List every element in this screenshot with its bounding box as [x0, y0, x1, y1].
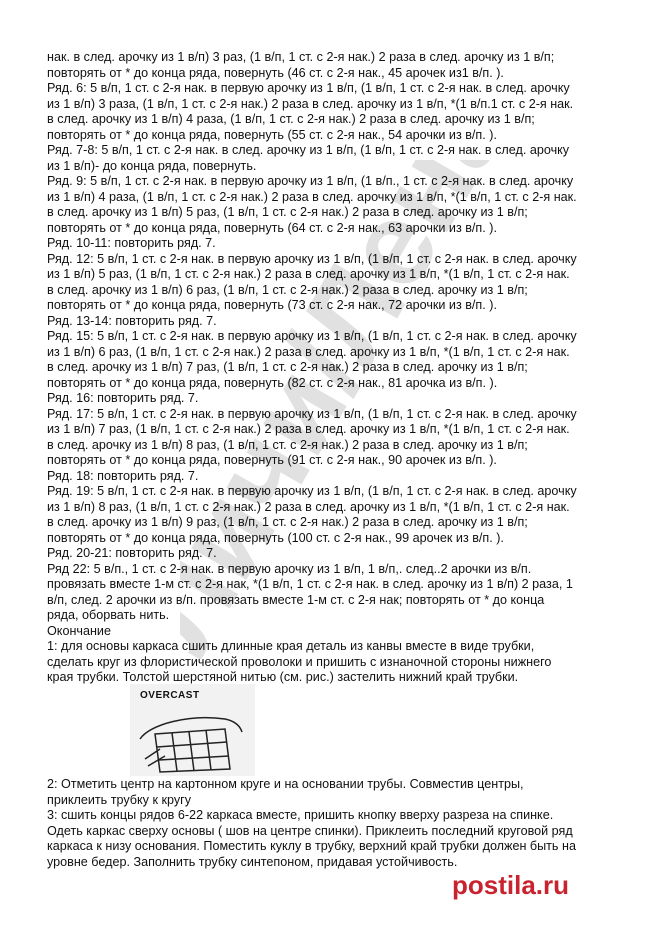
text-line: повторять от * до конца ряда, повернуть (46 ст. с 2-я нак., 45 арочек из1 в/п. ).: [47, 65, 504, 80]
text-line: провязать вместе 1-м ст. с 2-я нак, *(1 в/п, 1 ст. с 2-я нак. в след. арочку из 1 в/п) 2 раза, 1: [47, 577, 573, 591]
text-line: в след. арочку из 1 в/п) 9 раз, (1 в/п, 1 ст. с 2-я нак.) 2 раза в след. арочку из 1 в/п;: [47, 515, 528, 529]
instructions-text: [47, 50, 637, 686]
instructions-text-bottom: [47, 777, 637, 870]
text-line: повторять от * до конца ряда, повернуть (100 ст. с 2-я нак., 99 арочек из в/п. ).: [47, 530, 504, 545]
text-line: из 1 в/п) 4 раза, (1 в/п, 1 ст. с 2-я нак.) 2 раза в след. арочку из 1 в/п, *(1 в/п, 1 ст. с 2-я нак.: [47, 189, 577, 204]
text-line: сделать круг из флористической проволоки и пришить с изнаночной стороны нижнего: [47, 654, 552, 669]
text-line: повторять от * до конца ряда, повернуть (73 ст. с 2-я нак., 72 арочки из в/п. ).: [47, 298, 497, 312]
brand-logo-text: postila.ru: [452, 870, 570, 900]
text-line: 2: Отметить центр на картонном круге и на основании трубы. Совместив центры,: [47, 777, 524, 791]
text-line: приклеить трубку к кругу: [47, 792, 192, 807]
text-line: в след. арочку из 1 в/п) 7 раз, (1 в/п, 1 ст. с 2-я нак.) 2 раза в след. арочку из 1 в/п;: [47, 360, 528, 374]
text-line: из 1 в/п) 3 раза, (1 в/п, 1 ст. с 2-я нак.) 2 раза в след. арочку из 1 в/п, *(1 в/п.1 ст. с 2-я нак.: [47, 96, 574, 111]
text-line: Ряд. 12: 5 в/п, 1 ст. с 2-я нак. в первую арочку из 1 в/п, (1 в/п, 1 ст. с 2-я нак. в след. арочку: [47, 251, 577, 266]
text-line: 1: для основы каркаса сшить длинные края деталь из канвы вместе в виде трубки,: [47, 639, 535, 653]
text-line: из 1 в/п) 7 раз, (1 в/п, 1 ст. с 2-я нак.) 2 раза в след. арочку из 1 в/п, *(1 в/п, 1 ст. с 2-я нак.: [47, 422, 570, 436]
text-line: Ряд. 6: 5 в/п, 1 ст. с 2-я нак. в первую арочку из 1 в/п, (1 в/п, 1 ст. с 2-я нак. в след. арочку: [47, 81, 570, 95]
text-line: Ряд. 19: 5 в/п, 1 ст. с 2-я нак. в первую арочку из 1 в/п, (1 в/п, 1 ст. с 2-я нак. в след. арочку: [47, 484, 577, 498]
text-line: ряда, оборвать нить.: [47, 608, 170, 622]
text-line: Ряд. 10-11: повторить ряд. 7.: [47, 236, 216, 250]
text-line: Ряд 22: 5 в/п., 1 ст. с 2-я нак. в первую арочку из 1 в/п, 1 в/п,. след..2 арочки из в/п.: [47, 561, 532, 576]
overcast-figure: [130, 684, 255, 776]
figure-label: OVERCAST: [140, 690, 200, 701]
text-line: Ряд. 9: 5 в/п, 1 ст. с 2-я нак. в первую арочку из 1 в/п, (1 в/п., 1 ст. с 2-я нак. в след. арочку: [47, 174, 574, 188]
text-line: Ряд. 7-8: 5 в/п, 1 ст. с 2-я нак. в след. арочку из 1 в/п, (1 в/п, 1 ст. с 2-я нак. в след. арочку: [47, 143, 570, 157]
text-line: в след. арочку из 1 в/п) 8 раз, (1 в/п, 1 ст. с 2-я нак.) 2 раза в след. арочку из 1 в/п;: [47, 437, 528, 452]
text-line: из 1 в/п)- до конца ряда, повернуть.: [47, 158, 257, 173]
text-line: из 1 в/п) 5 раз, (1 в/п, 1 ст. с 2-я нак.) 2 раза в след. арочку из 1 в/п, *(1 в/п, 1 ст. с 2-я нак.: [47, 267, 570, 281]
text-line: края трубки. Толстой шерстяной нитью (см. рис.) застелить нижний край трубки.: [47, 670, 519, 684]
text-line: Ряд. 17: 5 в/п, 1 ст. с 2-я нак. в первую арочку из 1 в/п, (1 в/п, 1 ст. с 2-я нак. в след. арочку: [47, 406, 577, 421]
text-line: повторять от * до конца ряда, повернуть (64 ст. с 2-я нак., 63 арочки из в/п. ).: [47, 220, 497, 235]
text-line: Ряд. 16: повторить ряд. 7.: [47, 391, 199, 405]
text-line: Ряд. 13-14: повторить ряд. 7.: [47, 313, 217, 328]
watermark-text: Личи/Лена: [180, 160, 535, 674]
text-line: из 1 в/п) 8 раз, (1 в/п, 1 ст. с 2-я нак.) 2 раза в след. арочку из 1 в/п, *(1 в/п, 1 ст. с 2-я нак.: [47, 499, 570, 514]
text-line: повторять от * до конца ряда, повернуть (91 ст. с 2-я нак., 90 арочек из в/п. ).: [47, 453, 497, 467]
text-line: повторять от * до конца ряда, повернуть (82 ст. с 2-я нак., 81 арочка из в/п. ).: [47, 375, 498, 390]
text-line: Ряд. 20-21: повторить ряд. 7.: [47, 546, 217, 560]
text-line: Одеть каркас сверху основы ( шов на центре спинки). Приклеить последний круговой ряд: [47, 823, 573, 838]
text-line: в/п, след. 2 арочки из в/п. провязать вместе 1-м ст. с 2-я нак; повторять от * до конца: [47, 592, 545, 607]
text-line: в след. арочку из 1 в/п) 5 раз, (1 в/п, 1 ст. с 2-я нак.) 2 раза в след. арочку из 1 в/п;: [47, 205, 528, 219]
text-line: повторять от * до конца ряда, повернуть (55 ст. с 2-я нак., 54 арочки из в/п. ).: [47, 127, 497, 142]
text-line: уровне бедер. Заполнить трубку синтепоном, придавая устойчивость.: [47, 854, 458, 869]
text-line: Ряд. 15: 5 в/п, 1 ст. с 2-я нак. в первую арочку из 1 в/п, (1 в/п, 1 ст. с 2-я нак. в след. арочку: [47, 329, 577, 343]
text-line: Окончание: [47, 623, 111, 638]
text-line: в след. арочку из 1 в/п) 4 раза, (1 в/п, 1 ст. с 2-я нак.) 2 раза в след. арочку из 1 в/п;: [47, 112, 535, 126]
text-line: 3: сшить концы рядов 6-22 каркаса вместе, пришить кнопку вверху разреза на спинке.: [47, 808, 554, 822]
text-line: Ряд. 18: повторить ряд. 7.: [47, 468, 199, 483]
text-line: каркаса к низу основания. Поместить куклу в трубку, верхний край трубки должен быть на: [47, 839, 576, 853]
text-line: в след. арочку из 1 в/п) 6 раз, (1 в/п, 1 ст. с 2-я нак.) 2 раза в след. арочку из 1 в/п;: [47, 282, 528, 297]
text-line: нак. в след. арочку из 1 в/п) 3 раз, (1 в/п, 1 ст. с 2-я нак.) 2 раза в след. арочку из 1 в/п;: [47, 50, 555, 64]
text-line: из 1 в/п) 6 раз, (1 в/п, 1 ст. с 2-я нак.) 2 раза в след. арочку из 1 в/п, *(1 в/п, 1 ст. с 2-я нак.: [47, 344, 570, 359]
